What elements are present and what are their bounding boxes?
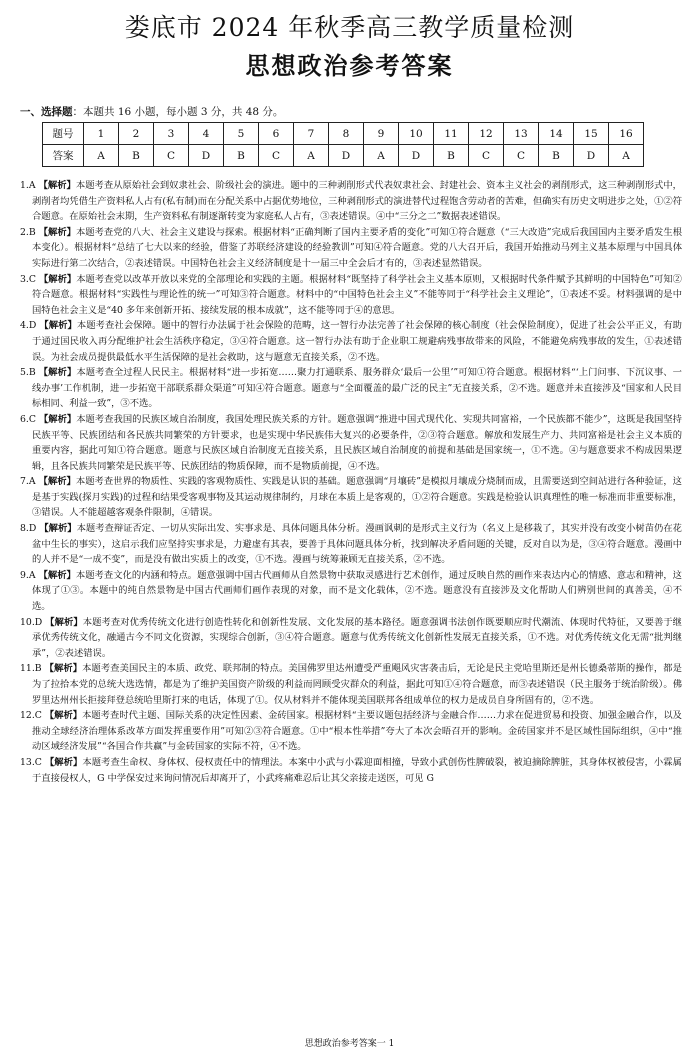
explanation-text: 本题考查辩证否定、一切从实际出发、实事求是、具体问题具体分析。漫画讽刺的是形式主义行为（名义上是移栽了，其实并没有改变小树苗仍在花盆中生长的事实），这启示我们应坚持实事求是，力避虚有其表，要善于具体问题具体分析，找到解决矛盾问题的关键，反对自以为是，③④符合题意。漫画中的人并不是“一成不变”，而是没有做出实质上的改变，①不选。漫画与统筹兼顾无直接关系，②不选。 [32, 523, 682, 566]
explanation-text: 本题考查文化的内涵和特点。题意强调中国古代画师从自然景物中获取灵感进行艺术创作，通过反映自然的画作来表达内心的情感、意志和精神，这体现了①③。本题中的纯自然景物是中国古代画师们画作表现的对象，而不是文化载体，②不选。题意没有直接涉及文化帮助人们辨别世间的真善美，④不选。 [32, 569, 682, 613]
explanation-item [20, 755, 682, 786]
question-number: 15 [574, 123, 609, 145]
answer-cell: C [469, 145, 504, 167]
answer-cell: A [609, 145, 644, 167]
page-title: 娄底市 2024 年秋季高三教学质量检测 [124, 13, 575, 42]
section-description: ：本题共 16 小题，每小题 3 分，共 48 分。 [72, 106, 284, 118]
analysis-tag: 【解析】 [38, 273, 77, 285]
answer-cell: D [189, 145, 224, 167]
analysis-tag: 【解析】 [39, 523, 77, 535]
analysis-tag: 【解析】 [38, 180, 76, 191]
analysis-tag: 【解析】 [44, 756, 83, 768]
question-number: 16 [609, 123, 644, 145]
explanation-item [20, 318, 682, 365]
section-label: 一、选择题 [20, 106, 73, 118]
answer-cell: B [224, 145, 259, 167]
analysis-tag: 【解析】 [38, 476, 76, 488]
explanation-item [20, 708, 682, 755]
question-number: 11 [434, 123, 469, 145]
explanation-number: 7.A [20, 476, 36, 488]
question-number: 1 [84, 123, 119, 145]
explanation-text: 本题考查我国的民族区域自治制度，我国处理民族关系的方针。题意强调“推进中国式现代化、实现共同富裕，一个民族都不能少”，这既是我国坚持民族平等、民族团结和各民族共同繁荣的方针要求，也是实现中华民族伟大复兴的必要条件，②③符合题意。解放和发展生产力、共同富裕是社会主义本质的重要内容，据此可知①符合题意。题意与民族区域自治制度无直接关系，且民族区域自治制度的前提和基础是国家统一，①不选。④与题意要求不构成因果逻辑，且各民族共同繁荣是民族平等、民族团结的物质保障，而不是物质前提，④不选。 [32, 413, 682, 472]
explanation-item [20, 365, 682, 412]
question-number: 14 [539, 123, 574, 145]
question-number: 5 [224, 123, 259, 145]
explanation-number: 3.C [20, 273, 36, 285]
question-number: 3 [154, 123, 189, 145]
analysis-tag: 【解析】 [39, 320, 77, 332]
answer-cell: D [399, 145, 434, 167]
analysis-tag: 【解析】 [44, 663, 83, 675]
explanation-number: 5.B [20, 367, 36, 379]
question-number: 2 [119, 123, 154, 145]
explanation-item [20, 661, 682, 708]
explanation-text: 本题考查全过程人民民主。根据材料“进一步拓宽……聚力打通联系、服务群众‘最后一公里’”可知①符合题意。根据材料“‘上门问事、下沉议事、一线办事’工作机制，进一步拓宽干部联系群众渠道”可知④符合题意。题意与“全面覆盖的最广泛的民主”无直接关系，②不选。题意并未直接涉及“国家和人民目标相同、利益一致”，③不选。 [32, 367, 682, 410]
explanation-item [20, 615, 682, 662]
explanation-item [20, 568, 682, 615]
question-number: 10 [399, 123, 434, 145]
explanations [20, 178, 682, 786]
answer-cell: A [294, 145, 329, 167]
section-heading [20, 104, 283, 119]
answer-table [42, 122, 644, 167]
answer-cell: D [329, 145, 364, 167]
answer-cell: A [364, 145, 399, 167]
explanation-number: 8.D [20, 523, 37, 535]
analysis-tag: 【解析】 [44, 710, 83, 722]
row-label-number: 题号 [43, 123, 84, 145]
explanation-number: 6.C [20, 413, 36, 425]
explanation-number: 1.A [20, 180, 36, 191]
explanation-number: 12.C [20, 710, 42, 722]
analysis-tag: 【解析】 [38, 569, 76, 581]
answer-cell: B [434, 145, 469, 167]
answer-cell: C [259, 145, 294, 167]
explanation-text: 本题考查党的八大、社会主义建设与探索。根据材料“正确判断了国内主要矛盾的变化”可知①符合题意（“三大改造”完成后我国国内主要矛盾发生根本变化）。根据材料“总结了七大以来的经验，借鉴了苏联经济建设的经验教训”可知④符合题意。党的八大召开后，我国开始推动马列主义基本原理与中国具体实际进行第二次结合，②表述错误。中国特色社会主义经济制度是十一届三中全会后才有的，③表述显然错误。 [32, 226, 682, 269]
question-number: 12 [469, 123, 504, 145]
analysis-tag: 【解析】 [38, 367, 77, 379]
explanation-text: 本题考查美国民主的本质、政党、联邦制的特点。美国佛罗里达州遭受严重飓风灾害袭击后，无论是民主党哈里斯还是州长德桑蒂斯的操作，都是为了拉拾本党的总统大选选情，都是为了维护美国资产阶级的利益而罔顾受灾群众的利益，据此可知①④符合题意，而③表述错误（民主服务于统治阶级）。佛罗里达州州长拒接拜登总统哈里斯打来的电话，体现了①。仅从材料并不能体现美国联邦各组成单位的权力是成员自身所固有的，②不选。 [32, 663, 682, 706]
answer-cell: C [504, 145, 539, 167]
question-number: 8 [329, 123, 364, 145]
explanation-number: 10.D [20, 616, 43, 628]
explanation-item [20, 225, 682, 272]
explanation-number: 13.C [20, 756, 42, 768]
answer-table-answer-row [43, 145, 644, 167]
question-number: 9 [364, 123, 399, 145]
question-number: 13 [504, 123, 539, 145]
question-number: 6 [259, 123, 294, 145]
explanation-text: 本题考查对优秀传统文化进行创造性转化和创新性发展、文化发展的基本路径。题意强调书法创作既要顺应时代潮流、体现时代特征，又要善于继承优秀传统文化，融通古今不同文化资源，实现综合创新，③④符合题意。题意与优秀传统文化创新性发展无直接关系，①不选。对优秀传统文化无需“批判继承”，②表述错误。 [32, 616, 682, 659]
explanation-item [20, 474, 682, 521]
explanation-number: 2.B [20, 226, 36, 238]
answer-table-number-row [43, 123, 644, 145]
analysis-tag: 【解析】 [38, 413, 77, 425]
explanation-number: 4.D [20, 320, 37, 332]
analysis-tag: 【解析】 [38, 226, 76, 238]
page-footer: 思想政治参考答案一 1 [304, 1039, 395, 1049]
explanation-item [20, 178, 682, 225]
analysis-tag: 【解析】 [45, 616, 83, 628]
row-label-answer: 答案 [43, 145, 84, 167]
explanation-number: 9.A [20, 569, 36, 581]
answer-cell: A [84, 145, 119, 167]
question-number: 4 [189, 123, 224, 145]
explanation-text: 本题考查生命权、身体权、侵权责任中的情理法。本案中小武与小霖迎面相撞，导致小武创伤性脾破裂，被迫摘除脾脏，其身体权被侵害，小霖属于直接侵权人，G 中学保安过来询问情况后却离开了，小武疼痛难忍后让其父亲接走送医，可见 G [32, 756, 682, 784]
question-number: 7 [294, 123, 329, 145]
explanation-text: 本题考查世界的物质性、实践的客观物质性、实践是认识的基础。题意强调“月壤砖”是模拟月壤成分烧制而成，且需要送到空间站进行各种验证，这是基于实践(探月实践)的过程和结果受客观事物及其运动规律制约，月球在本质上是客观的，①②符合题意。实践是检验认识真理性的唯一标准而非重要标准，③错误。人不能超越客观条件限制，④错误。 [32, 476, 682, 519]
explanation-text: 本题考查时代主题、国际关系的决定性因素、金砖国家。根据材料“主要议题包括经济与金融合作……力求在促进贸易和投资、加强金融合作，以及推动全球经济治理体系改革方面发挥重要作用”可知②③符合题意。①中“根本性举措”夸大了本次会晤召开的影响。金砖国家并不是区域性国际组织，④中“推动区域经济发展”“各国合作共赢”与金砖国家的实际不符，④不选。 [32, 710, 682, 753]
explanation-text: 本题考查党以改革开放以来党的全部理论和实践的主题。根据材料“既坚持了科学社会主义基本原则，又根据时代条件赋予其鲜明的中国特色”可知②符合题意。根据材料“实践性与理论性的统一”可知③符合题意。材料中的“中国特色社会主义”不能等同于“科学社会主义理论”，①表述不妥。材料强调的是中国特色社会主义是“40 多年来创新开拓、接续发展的根本成就”，这不能等同于④的意思。 [32, 273, 682, 316]
answer-cell: C [154, 145, 189, 167]
answer-cell: B [539, 145, 574, 167]
explanation-text: 本题考查从原始社会到奴隶社会、阶级社会的演进。题中的三种剥削形式代表奴隶社会、封建社会、资本主义社会的剥削形式，这三种剥削形式中，剥削者均凭借生产资料私人占有(私有制)而在分配关系中占据优势地位，三种剥削形式的演进替代过程饱含劳动者的苦难，但确实有历史文明进步之处，①②符合题意。在原始社会末期，生产资料私有制逐渐转变为家庭私人占有，③表述错误。④中“三分之二”数据表述错误。 [32, 180, 682, 223]
explanation-item [20, 272, 682, 319]
answer-cell: B [119, 145, 154, 167]
explanation-number: 11.B [20, 663, 42, 675]
page-subtitle: 思想政治参考答案 [245, 52, 454, 80]
explanation-item [20, 412, 682, 474]
explanation-item [20, 521, 682, 568]
answer-cell: D [574, 145, 609, 167]
explanation-text: 本题考查社会保障。题中的智行办法属于社会保险的范畴，这一智行办法完善了社会保障的核心制度（社会保险制度），促进了社会公平正义，有助于通过国民收入再分配维护社会生活秩序稳定，③④符合题意。这一智行办法有助于企业职工规避病残事故带来的风险，不能避免病残事故的发生，①表述错误。为社会成员提供最低水平生活保障的是社会救助，这与题意无直接关系，②不选。 [32, 320, 682, 363]
